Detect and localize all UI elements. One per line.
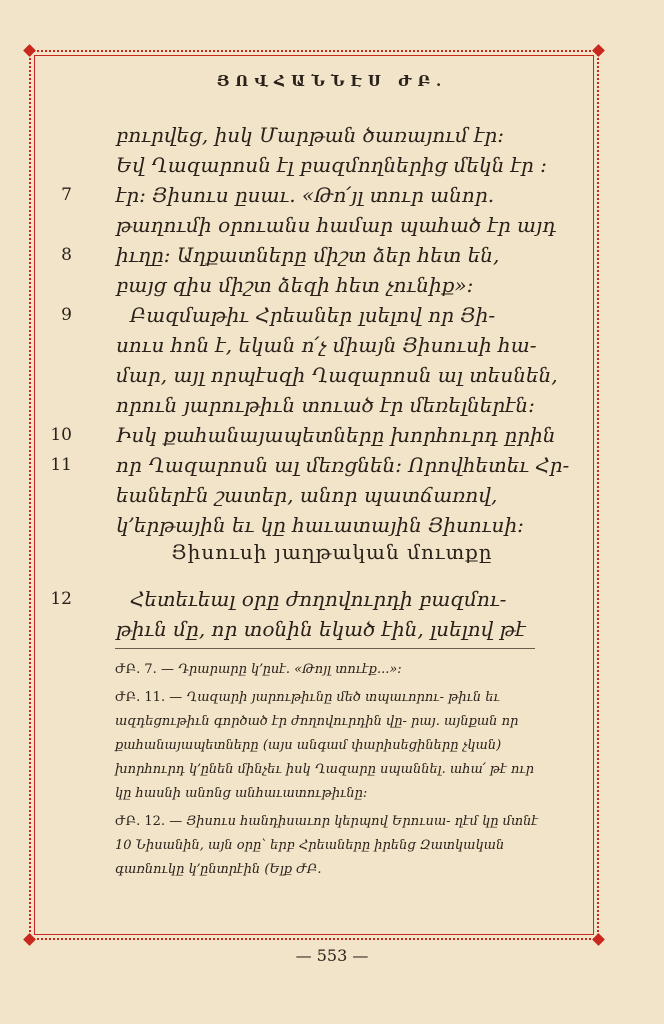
text-line: թիւն մը, որ տօնին եկած էին, լսելով թէ <box>116 617 526 641</box>
verse-number: 12 <box>50 589 72 609</box>
page-number: — 553 — <box>295 946 369 965</box>
text-line: 9 Բազմաթիւ Հրեաներ լսելով որ Յի- <box>80 300 550 330</box>
text-line: 8 իւղը։ Աղքատները միշտ ձեր հետ են, <box>80 240 550 270</box>
text-line: սուս հոն է, եկան ո՛չ միայն Յիսուսի հա- <box>116 333 537 357</box>
text-line: բայց զիս միշտ ձեզի հետ չունիք»։ <box>116 273 474 297</box>
corner-ornament <box>23 933 36 946</box>
text-line: կ՚երթային եւ կը հաւատային Յիսուսի։ <box>116 513 524 537</box>
footnotes <box>115 658 545 886</box>
main-text <box>50 120 570 540</box>
verse-number: 10 <box>50 425 72 445</box>
verse-number: 8 <box>61 245 72 265</box>
footnote-ref: ԺԲ. 11. <box>115 690 166 705</box>
footnote <box>115 658 545 682</box>
text-line: բուրվեց, իսկ Մարթան ծառայում էր։ <box>116 123 505 147</box>
text-line: 10 Իսկ քահանայապետները խորհուրդ ըրին <box>80 420 550 450</box>
verse-number: 9 <box>61 305 72 325</box>
footnote-text: — Դրարարը կ՚ըսէ. «Թոյլ տուէք...»։ <box>160 662 402 677</box>
footnote-ref: ԺԲ. 12. <box>115 814 166 829</box>
corner-ornament <box>592 933 605 946</box>
footnote <box>115 686 545 806</box>
text-line: մար, այլ որպէսզի Ղազարոսն ալ տեսնեն, <box>116 363 558 387</box>
text-line: որուն յարութիւն տուած էր մեռելներէն։ <box>116 393 535 417</box>
text-line: 11 որ Ղազարոսն ալ մեռցնեն։ Որովհետեւ Հր- <box>80 450 550 480</box>
text-line: 7 էր։ Յիսուս ըսաւ. «Թո՛յլ տուր անոր. <box>80 180 550 210</box>
main-text-continued <box>50 584 550 644</box>
section-title: Յիսուսի յաղթական մուտքը <box>171 540 493 564</box>
verse-number: 11 <box>50 455 72 475</box>
text-line: 12 Հետեւեալ օրը ժողովուրդի բազմու- <box>80 584 550 614</box>
corner-ornament <box>23 44 36 57</box>
footnote-ref: ԺԲ. 7. <box>115 662 157 677</box>
footnote-divider <box>115 648 535 649</box>
running-head: ՅՈՎՀԱՆՆԷՍ ԺԲ. <box>216 72 448 90</box>
verse-number: 7 <box>61 185 72 205</box>
footnote <box>115 810 545 882</box>
text-line: Եվ Ղազարոսն էլ բազմողներից մեկն էր ։ <box>116 153 547 177</box>
footnote-text: — Ղազարի յարութիւնը մեծ տպաւորու- թիւն եւ ազդեցութիւն գործած էր ժողովուրդին վը- րայ. այնքան որ քահանայապետները (այս անգամ փարիսեցիները չկան) խորհուրդ կ՚ընեն մինչեւ իսկ Ղազարը սպաննել. ահա՛ թէ ուր կը հասնի անոնց անհաւատութիւնը։ <box>115 690 535 801</box>
text-line: եաներէն շատեր, անոր պատճառով, <box>116 483 498 507</box>
corner-ornament <box>592 44 605 57</box>
footnote-text: — Յիսուս հանդիսաւոր կերպով Երուսա- ղէմ կը մտնէ 10 Նիսանին, այն օրը՝ երբ Հրեաները իրենց Զատկական գառնուկը կ՚ընտրէին (Ելք ԺԲ. <box>115 814 539 877</box>
text-line: թաղումի օրուանս համար պահած էր այդ <box>116 213 557 237</box>
